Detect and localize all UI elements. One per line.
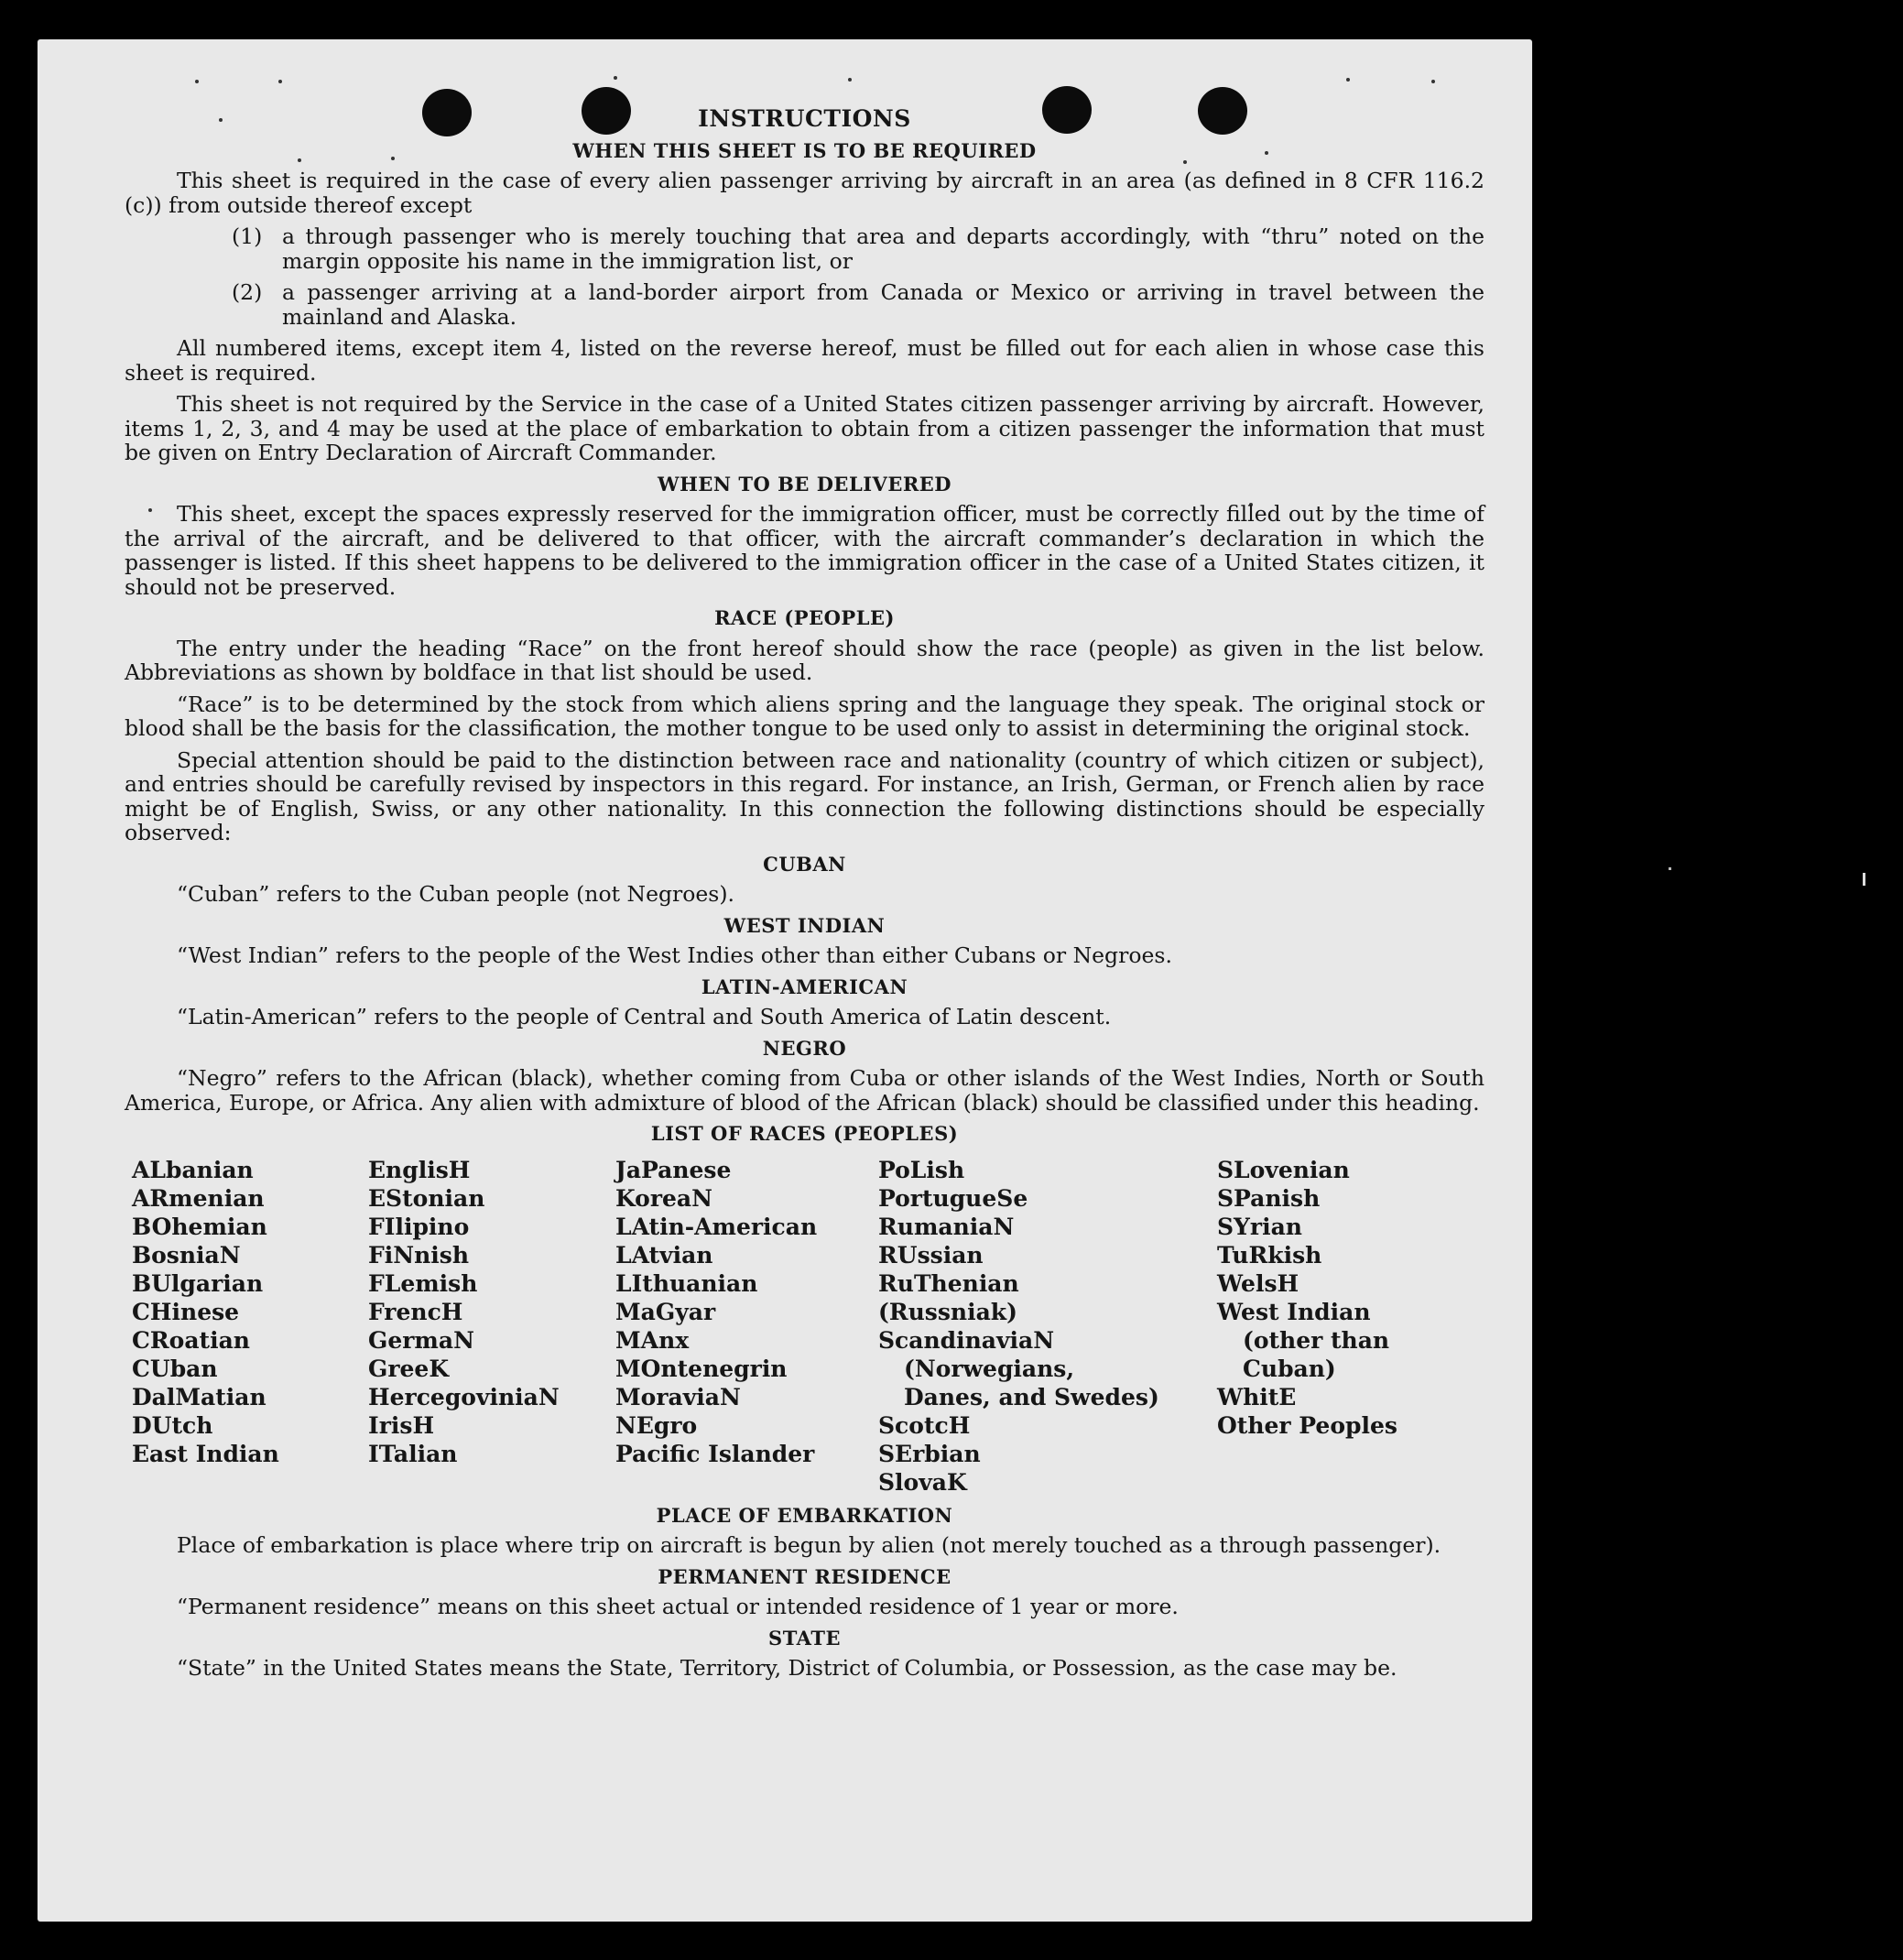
race-entry: CHinese [132, 1298, 240, 1325]
race-entry: DalMatian [132, 1383, 266, 1410]
negro-text: “Negro” refers to the African (black), whether coming from Cuba or other islands of the West Indies, North or South America, Europe, or Africa. Any alien with admixture of blood of the African (black) should be classified under this heading. [125, 1065, 1484, 1116]
heading-list-of-races: LIST OF RACES (PEOPLES) [650, 1122, 959, 1145]
document-content [125, 107, 1484, 1688]
exception-item [125, 224, 1484, 273]
item-number: (1) [232, 223, 263, 249]
race-entry: Other Peoples [1217, 1411, 1397, 1439]
place-of-embarkation-text: Place of embarkation is place where trip on aircraft is begun by alien (not merely touched as a through passenger). [177, 1532, 1441, 1558]
race-p3: Special attention should be paid to the distinction between race and nationality (country of which citizen or subject), and entries should be carefully revised by inspectors in this regard. For instance, an Irish, German, or French alien by race might be of English, Swiss, or any other nationality. In this connection the following distinctions should be especially observed: [125, 746, 1484, 845]
race-entry: East Indian [132, 1440, 279, 1467]
race-entry: LIthuanian [615, 1269, 758, 1297]
race-entry: LAtvian [615, 1241, 713, 1269]
heading-negro: NEGRO [762, 1036, 847, 1060]
race-entry: KoreaN [615, 1184, 712, 1212]
heading-latin-american: LATIN-AMERICAN [701, 975, 908, 998]
speck [848, 78, 852, 82]
race-entry: RuThenian (Russniak) [878, 1269, 1019, 1325]
state-text: “State” in the United States means the State, Territory, District of Columbia, or Possession, as the case may be. [177, 1655, 1397, 1681]
when-required-p3: This sheet is not required by the Service in the case of a United States citizen passenger arriving by aircraft. However, items 1, 2, 3, and 4 may be used at the place of embarkation to obtain from a citizen passenger the information that must be given on Entry Declaration of Aircraft Commander. [125, 391, 1484, 465]
west-indian-text: “West Indian” refers to the people of the West Indies other than either Cubans or Negroes. [177, 942, 1172, 968]
race-entry: FiNnish [368, 1241, 470, 1269]
race-entry: SlovaK [878, 1468, 967, 1496]
race-entry: EStonian [368, 1184, 485, 1212]
race-entry: RumaniaN [878, 1213, 1015, 1240]
heading-state: STATE [768, 1626, 841, 1650]
item-text: a passenger arriving at a land-border airport from Canada or Mexico or arriving in travel between the mainland and Alaska. [282, 279, 1484, 330]
item-text: a through passenger who is merely touching that area and departs accordingly, with “thru” noted on the margin opposite his name in the immigration list, or [282, 223, 1484, 274]
race-entry: ARmenian [132, 1184, 265, 1212]
race-entry: TuRkish [1217, 1241, 1322, 1269]
race-entry: BOhemian [132, 1213, 267, 1240]
race-entry: MoraviaN [615, 1383, 741, 1410]
race-entry: MOntenegrin [615, 1355, 788, 1382]
race-entry: MaGyar [615, 1298, 716, 1325]
race-entry: WhitE [1217, 1383, 1297, 1410]
race-entry: NEgro [615, 1411, 698, 1439]
heading-place-of-embarkation: PLACE OF EMBARKATION [656, 1503, 953, 1527]
race-entry: SPanish [1217, 1184, 1321, 1212]
races-column-3 [615, 1156, 878, 1497]
race-entry: ITalian [368, 1440, 458, 1467]
scan-dot [1669, 867, 1671, 870]
speck [1346, 78, 1350, 82]
race-entry: BosniaN [132, 1241, 241, 1269]
heading-when-delivered: WHEN TO BE DELIVERED [657, 472, 952, 495]
permanent-residence-text: “Permanent residence” means on this sheet actual or intended residence of 1 year or more. [177, 1594, 1179, 1619]
races-list [132, 1156, 1484, 1497]
race-entry: SLovenian [1217, 1156, 1350, 1183]
speck [278, 80, 282, 83]
heading-west-indian: WEST INDIAN [723, 913, 886, 937]
races-column-5 [1217, 1156, 1457, 1497]
race-entry: CUban [132, 1355, 218, 1382]
when-required-p2: All numbered items, except item 4, listed on the reverse hereof, must be filled out for each alien in whose case this sheet is required. [125, 335, 1484, 386]
race-entry: WelsH [1217, 1269, 1299, 1297]
item-number: (2) [232, 279, 263, 305]
race-entry: PoLish [878, 1156, 965, 1183]
race-entry: FrencH [368, 1298, 463, 1325]
races-column-4 [878, 1156, 1217, 1497]
exception-item [125, 280, 1484, 329]
race-entry: West Indian (other than Cuban) [1217, 1298, 1390, 1382]
race-entry: ScotcH [878, 1411, 971, 1439]
race-entry: FIlipino [368, 1213, 470, 1240]
race-entry: DUtch [132, 1411, 213, 1439]
speck [195, 80, 199, 83]
race-entry: SErbian [878, 1440, 981, 1467]
cuban-text: “Cuban” refers to the Cuban people (not Negroes). [177, 881, 735, 907]
heading-permanent-residence: PERMANENT RESIDENCE [658, 1564, 952, 1588]
scan-mark [1863, 873, 1865, 886]
race-entry: BUlgarian [132, 1269, 264, 1297]
when-required-intro: This sheet is required in the case of every alien passenger arriving by aircraft in an area (as defined in 8 CFR 116.2 (c)) from outside thereof except [125, 168, 1484, 218]
race-entry: FLemish [368, 1269, 478, 1297]
document-sheet [38, 39, 1532, 1922]
race-entry: Pacific Islander [615, 1440, 815, 1467]
heading-cuban: CUBAN [763, 852, 846, 876]
race-entry: PortugueSe [878, 1184, 1028, 1212]
race-p1: The entry under the heading “Race” on the front hereof should show the race (people) as given in the list below. Abbreviations as shown by boldface in that list should be used. [125, 635, 1484, 685]
race-entry: GermaN [368, 1326, 474, 1354]
heading-when-required: WHEN THIS SHEET IS TO BE REQUIRED [572, 138, 1037, 162]
when-delivered-p1: This sheet, except the spaces expressly reserved for the immigration officer, must be correctly filled out by the time of the arrival of the aircraft, and be delivered to that officer, with the aircraft commander’s declaration in which the passenger is listed. If this sheet happens to be delivered to the immigration officer in the case of a United States citizen, it should not be preserved. [125, 501, 1484, 600]
races-column-1 [132, 1156, 368, 1497]
race-entry: EnglisH [368, 1156, 471, 1183]
race-entry: SYrian [1217, 1213, 1302, 1240]
race-entry: HercegoviniaN [368, 1383, 560, 1410]
race-entry: GreeK [368, 1355, 450, 1382]
speck [1431, 80, 1435, 83]
race-p2: “Race” is to be determined by the stock from which aliens spring and the language they speak. The original stock or blood shall be the basis for the classification, the mother tongue to be used only to assist in determining the original stock. [125, 691, 1484, 741]
race-entry: MAnx [615, 1326, 690, 1354]
race-entry: IrisH [368, 1411, 435, 1439]
race-entry: ScandinaviaN (Norwegians, Danes, and Swedes) [878, 1326, 1159, 1410]
race-entry: RUssian [878, 1241, 984, 1269]
speck [614, 76, 617, 80]
page-title: INSTRUCTIONS [698, 105, 911, 132]
heading-race: RACE (PEOPLE) [714, 606, 895, 629]
race-entry: JaPanese [615, 1156, 732, 1183]
race-entry: CRoatian [132, 1326, 250, 1354]
race-entry: LAtin-American [615, 1213, 818, 1240]
race-entry: ALbanian [132, 1156, 254, 1183]
latin-american-text: “Latin-American” refers to the people of Central and South America of Latin descent. [177, 1004, 1112, 1029]
races-column-2 [368, 1156, 615, 1497]
